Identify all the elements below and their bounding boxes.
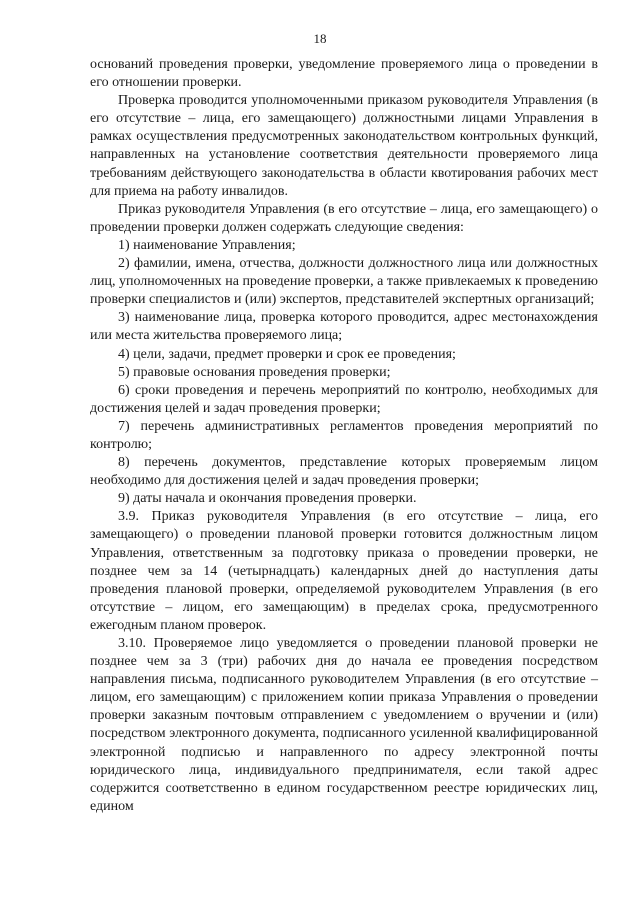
paragraph-continued: оснований проведения проверки, уведомление проверяемого лица о проведении в его отношении проверки. (90, 57, 598, 91)
list-item-6: 6) сроки проведения и перечень мероприятий по контролю, необходимых для достижения целей и задач проведения проверки; (90, 382, 598, 416)
list-item-2: 2) фамилии, имена, отчества, должности должностного лица или должностных лиц, уполномоченных на проведение проверки, а также привлекаемых к проведению проверки специалистов и (или) экспертов, представителей экспертных организаций; (90, 256, 598, 308)
list-item-9: 9) даты начала и окончания проведения проверки. (118, 491, 417, 507)
paragraph-order-contents: Приказ руководителя Управления (в его отсутствие – лица, его замещающего) о проведении проверки должен содержать следующие сведения: (90, 201, 598, 235)
list-item-3: 3) наименование лица, проверка которого проводится, адрес местонахождения или места жительства проверяемого лица; (90, 310, 598, 344)
section-3-10: 3.10. Проверяемое лицо уведомляется о проведении плановой проверки не позднее чем за 3 (три) рабочих дня до начала ее проведения посредством направления письма, подписанного руководителем Управления (в его отсутствие – лицом, его замещающим) с приложением копии приказа Управления о проведении проверки заказным почтовым отправлением с уведомлением о вручении и (или) посредством электронного документа, подписанного усиленной квалифицированной электронной подписью и направленного по адресу электронной почты юридического лица, индивидуального предпринимателя, если такой адрес содержится соответственно в едином государственном реестре юридических лиц, едином (90, 636, 598, 814)
list-item-4: 4) цели, задачи, предмет проверки и срок ее проведения; (118, 346, 456, 362)
list-item-8: 8) перечень документов, представление которых проверяемым лицом необходимо для достижения целей и задач проведения проверки; (90, 455, 598, 489)
paragraph-inspection-conducted: Проверка проводится уполномоченными приказом руководителя Управления (в его отсутствие – лица, его замещающего) должностными лицами Управления в рамках осуществления предусмотренных законодательством контрольных функций, направленных на установление соответствия деятельности проверяемого лица требованиям действующего законодательства в области квотирования рабочих мест для приема на работу инвалидов. (90, 93, 598, 199)
list-item-1: 1) наименование Управления; (118, 237, 296, 253)
page-number: 18 (313, 31, 327, 46)
list-item-5: 5) правовые основания проведения проверки; (118, 364, 391, 380)
page-body (90, 56, 598, 816)
list-item-7: 7) перечень административных регламентов проведения мероприятий по контролю; (90, 418, 598, 452)
section-3-9: 3.9. Приказ руководителя Управления (в его отсутствие – лица, его замещающего) о проведении плановой проверки готовится должностным лицом Управления, ответственным за подготовку приказа о проведении проверки, не позднее чем за 14 (четырнадцать) календарных дней до наступления даты проведения плановой проверки, определяемой руководителем Управления (в его отсутствие – лицом, его замещающим) в пределах срока, предусмотренного ежегодным планом проверок. (90, 509, 598, 633)
